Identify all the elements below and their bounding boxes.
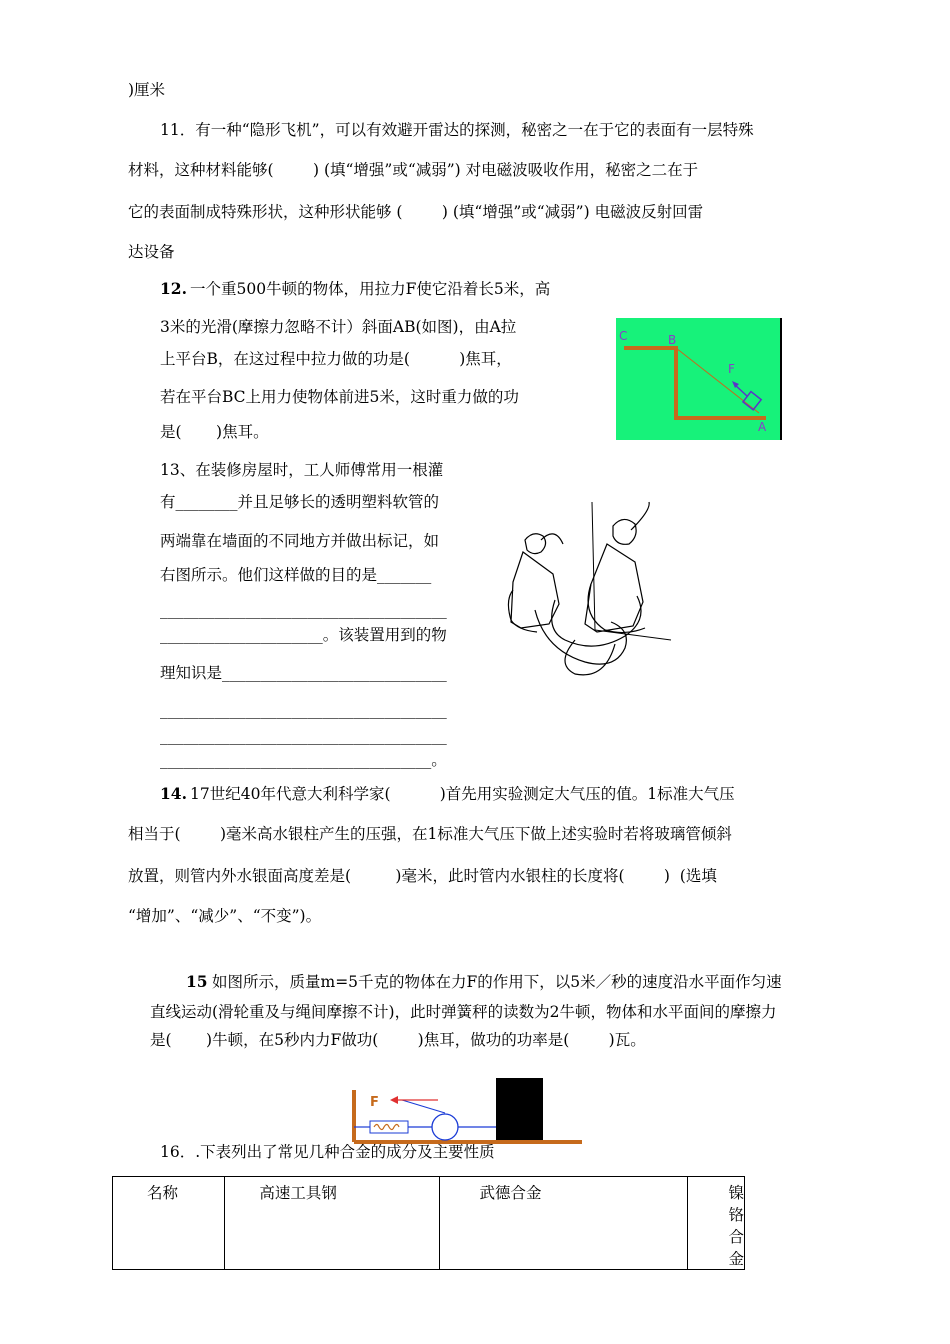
- question-12-line-5: 是( )焦耳。: [160, 423, 269, 441]
- table-header-cell: 武德合金: [439, 1177, 688, 1270]
- pulley-wheel: [432, 1114, 458, 1140]
- question-12-line-3: 上平台B，在这过程中拉力做的功是( )焦耳，: [160, 350, 512, 368]
- question-13-line-4: 右图所示。他们这样做的目的是_______: [160, 566, 432, 584]
- question-13-line-2: 有________并且足够长的透明塑料软管的: [160, 493, 440, 511]
- question-12-number: 12.: [160, 279, 187, 298]
- alloy-table: [112, 1176, 745, 1270]
- question-13-line-9: _____________________________________: [160, 727, 447, 745]
- question-14-number: 14.: [160, 784, 187, 803]
- question-11-line-4: 达设备: [128, 243, 175, 261]
- incline-label-c: C: [619, 329, 628, 343]
- incline-label-f: F: [728, 362, 735, 376]
- question-13-line-8: _____________________________________: [160, 701, 447, 719]
- table-row: [113, 1177, 745, 1270]
- table-header-cell: 高速工具钢: [225, 1177, 439, 1270]
- question-13-line-10: ___________________________________。: [160, 751, 447, 769]
- pulley-figure: [350, 1076, 585, 1146]
- question-12-line-4: 若在平台BC上用力使物体前进5米，这时重力做的功: [160, 388, 519, 406]
- pulley-block: [496, 1078, 543, 1140]
- question-15-line-2: 直线运动(滑轮重及与绳间摩擦不计)，此时弹簧秤的读数为2牛顿，物体和水平面间的摩擦力: [150, 1003, 777, 1021]
- question-14-line-2: 相当于( )毫米高水银柱产生的压强，在1标准大气压下做上述实验时若将玻璃管倾斜: [128, 825, 732, 843]
- question-14-line-3: 放置，则管内外水银面高度差是( )毫米，此时管内水银柱的长度将( ) (选填: [128, 867, 717, 885]
- incline-figure: [616, 318, 782, 440]
- table-header-cell: 名称: [113, 1177, 225, 1270]
- question-14-line-4: “增加”、“减少”、“不变”)。: [128, 907, 322, 925]
- question-15-number: 15: [186, 972, 208, 991]
- question-13-line-7: 理知识是_____________________________: [160, 664, 447, 682]
- incline-label-b: B: [668, 333, 677, 347]
- question-13-line-3: 两端靠在墙面的不同地方并做出标记，如: [160, 532, 440, 550]
- pulley-label-f: F: [370, 1095, 379, 1110]
- table-header-cell: 镍铬合金: [688, 1177, 745, 1270]
- question-11-line-1: 11．有一种“隐形飞机”，可以有效避开雷达的探测，秘密之一在于它的表面有一层特殊: [160, 121, 754, 139]
- question-15-line-3: 是( )牛顿，在5秒内力F做功( )焦耳，做功的功率是( )瓦。: [150, 1031, 646, 1049]
- question-13-line-6: _____________________。该装置用到的物: [160, 626, 447, 644]
- question-15-line-1: 如图所示，质量m=5千克的物体在力F的作用下，以5米／秒的速度沿水平面作匀速: [212, 973, 782, 991]
- question-11-line-3: 它的表面制成特殊形状，这种形状能够 ( ) (填“增强”或“减弱”) 电磁波反射回雷: [128, 203, 704, 221]
- question-14-line-1: 17世纪40年代意大利科学家( )首先用实验测定大气压的值。1标准大气压: [190, 785, 735, 803]
- workers-hose-illustration: [495, 500, 675, 680]
- question-12-line-2: 3米的光滑(摩擦力忽略不计）斜面AB(如图)，由A拉: [160, 318, 517, 336]
- text-line-cm: )厘米: [128, 81, 166, 99]
- incline-label-a: A: [758, 420, 767, 434]
- question-13-line-5: _____________________________________: [160, 601, 447, 619]
- question-13-line-1: 13、在装修房屋时，工人师傅常用一根灌: [160, 461, 444, 479]
- question-12-line-1: 一个重500牛顿的物体，用拉力F使它沿着长5米，高: [190, 280, 551, 298]
- question-16-line: 16．.下表列出了常见几种合金的成分及主要性质: [160, 1143, 495, 1161]
- question-11-line-2: 材料，这种材料能够( ) (填“增强”或“减弱”) 对电磁波吸收作用，秘密之二在于: [128, 161, 699, 179]
